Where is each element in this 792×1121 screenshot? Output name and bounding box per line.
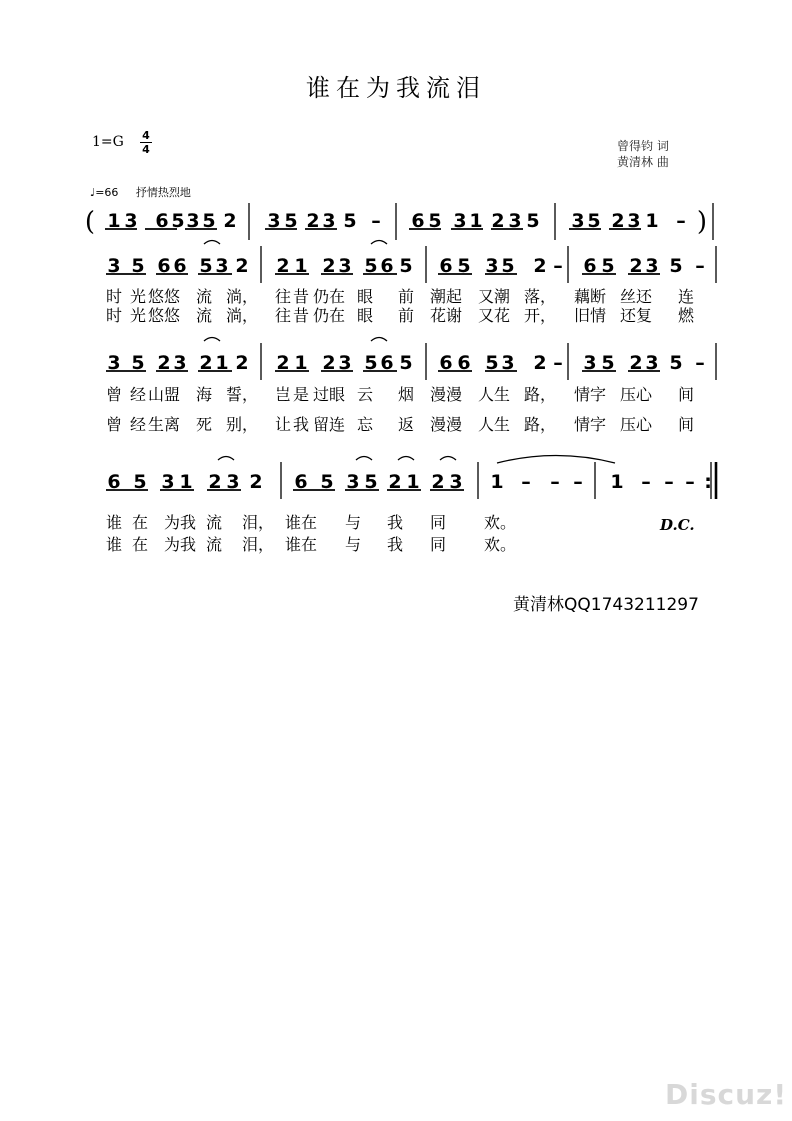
lyric-syllable: 过眼 [312, 385, 346, 404]
lyric-syllable: 间 [677, 385, 695, 404]
note: 3 [346, 471, 360, 493]
note: 3 [571, 210, 585, 232]
note: 1 [469, 210, 483, 232]
note: 5 [133, 471, 147, 493]
note: 3 [161, 471, 175, 493]
lyric-syllable: 又潮 [477, 287, 511, 306]
note: 1 [610, 471, 624, 493]
lyric-syllable: 仍在 [312, 306, 346, 325]
note: 2 [199, 352, 213, 374]
note: 1 [179, 471, 193, 493]
note: 1 [645, 210, 659, 232]
repeat-paren: ) [696, 207, 708, 237]
lyric-syllable: 悠悠 [147, 287, 181, 306]
lyric-syllable: 人生 [477, 385, 511, 404]
note: 2 [249, 471, 263, 493]
note: 3 [645, 255, 659, 277]
note: 6 [583, 255, 597, 277]
note: 5 [669, 352, 683, 374]
lyric-syllable: 连 [677, 287, 695, 306]
note: 2 [276, 255, 290, 277]
lyric-syllable: 别， [225, 415, 259, 434]
note: 3 [508, 210, 522, 232]
lyric-syllable: 时 [105, 287, 123, 306]
note: 2 [491, 210, 505, 232]
lyric-syllable: 我 [292, 415, 310, 434]
note: 6 [294, 471, 308, 493]
lyric-syllable: 昔 [292, 287, 310, 306]
dash-extension: – [521, 471, 531, 493]
note: 1 [215, 352, 229, 374]
time-signature-bottom: 4 [142, 143, 150, 156]
note: 5 [428, 210, 442, 232]
lyric-syllable: 经 [129, 415, 147, 434]
lyric-syllable: 我 [386, 513, 404, 532]
lyric-syllable: 曾 [105, 415, 123, 434]
note: 6 [107, 471, 121, 493]
lyric-syllable: 又花 [477, 306, 511, 325]
note: 2 [322, 352, 336, 374]
lyric-syllable: 忘 [356, 415, 374, 434]
lyric-syllable: 淌， [225, 287, 259, 306]
lyric-syllable: 与 [344, 535, 362, 554]
slur [371, 338, 387, 342]
note: 3 [645, 352, 659, 374]
dash-extension: – [695, 255, 705, 277]
expression-marking: 抒情热烈地 [135, 186, 191, 199]
note: 1 [406, 471, 420, 493]
note: 3 [338, 255, 352, 277]
lyric-syllable: 往 [274, 287, 292, 306]
dash-extension: – [371, 210, 381, 232]
note: 5 [601, 352, 615, 374]
dash-extension: – [685, 471, 695, 493]
note: 6 [157, 255, 171, 277]
dash-extension: – [550, 471, 560, 493]
note: 2 [208, 471, 222, 493]
lyric-syllable: 为我 [163, 513, 197, 532]
note: 5 [343, 210, 357, 232]
lyric-syllable: 淌， [225, 306, 259, 325]
lyric-syllable: 流 [195, 287, 213, 306]
note: 2 [223, 210, 237, 232]
note: 3 [501, 352, 515, 374]
key-signature: 1=G [92, 134, 124, 150]
lyric-syllable: 烟 [397, 385, 415, 404]
lyric-syllable: 光 [129, 306, 147, 325]
lyric-syllable: 情字 [573, 385, 607, 404]
lyric-syllable: 前 [397, 306, 415, 325]
lyric-syllable: 云 [356, 385, 374, 404]
lyric-syllable: 悠悠 [147, 306, 181, 325]
note: 3 [215, 255, 229, 277]
lyric-syllable: 岂 [274, 385, 292, 404]
lyric-syllable: 泪， [241, 535, 275, 554]
lyric-syllable: 路， [523, 415, 557, 434]
note: 2 [306, 210, 320, 232]
note: 3 [485, 255, 499, 277]
dash-extension: – [664, 471, 674, 493]
note: 2 [235, 255, 249, 277]
lyric-syllable: 泪， [241, 513, 275, 532]
author-contact: 黄清林QQ1743211297 [513, 595, 699, 615]
lyric-syllable: 燃 [677, 306, 695, 325]
dash-extension: – [695, 352, 705, 374]
lyric-syllable: 藕断 [573, 287, 607, 306]
note: 6 [457, 352, 471, 374]
lyric-syllable: 眼 [356, 287, 374, 306]
note: 3 [449, 471, 463, 493]
lyric-syllable: 漫漫 [429, 415, 463, 434]
lyric-syllable: 潮起 [429, 287, 463, 306]
slur [218, 457, 234, 461]
note: 6 [439, 255, 453, 277]
note: 2 [235, 352, 249, 374]
lyric-syllable: 间 [677, 415, 695, 434]
note: 5 [399, 255, 413, 277]
note: 3 [226, 471, 240, 493]
note: 5 [457, 255, 471, 277]
lyric-syllable: 欢。 [483, 535, 517, 554]
watermark: Discuz! [665, 1078, 788, 1111]
note: 2 [276, 352, 290, 374]
lyric-syllable: 落， [523, 287, 557, 306]
note: 1 [294, 352, 308, 374]
note: 3 [322, 210, 336, 232]
lyric-syllable: 为我 [163, 535, 197, 554]
lyric-syllable: 眼 [356, 306, 374, 325]
note: 2 [322, 255, 336, 277]
note: 6 [155, 210, 169, 232]
note: 5 [364, 471, 378, 493]
lyric-syllable: 前 [397, 287, 415, 306]
lyric-syllable: 流 [205, 513, 223, 532]
note: 2 [611, 210, 625, 232]
dash-extension: – [641, 471, 651, 493]
note: 2 [431, 471, 445, 493]
lyric-syllable: 在 [131, 535, 149, 554]
slur [398, 457, 414, 461]
lyric-syllable: 光 [129, 287, 147, 306]
lyric-syllable: 谁在 [284, 535, 318, 554]
note: 5 [320, 471, 334, 493]
dash-extension: – [553, 352, 563, 374]
lyric-syllable: 流 [205, 535, 223, 554]
note: 5 [587, 210, 601, 232]
dash-extension: – [573, 471, 583, 493]
lyrics [106, 287, 695, 554]
note: 3 [173, 352, 187, 374]
lyric-syllable: 压心 [619, 385, 653, 404]
note: 5 [131, 352, 145, 374]
lyric-syllable: 谁 [105, 513, 123, 532]
lyric-syllable: 时 [105, 306, 123, 325]
lyric-syllable: 同 [429, 535, 447, 554]
lyric-syllable: 山盟 [147, 385, 181, 404]
lyric-syllable: 曾 [105, 385, 123, 404]
note: 2 [157, 352, 171, 374]
system-chorus [107, 471, 711, 493]
note: 5 [199, 255, 213, 277]
note: 1 [107, 210, 121, 232]
lyric-syllable: 是 [292, 385, 310, 404]
lyric-syllable: 丝还 [619, 287, 653, 306]
lyric-syllable: 谁在 [284, 513, 318, 532]
lyric-syllable: 在 [131, 513, 149, 532]
score-title: 谁在为我流泪 [306, 74, 486, 102]
note: 5 [399, 352, 413, 374]
slur [371, 241, 387, 245]
lyric-syllable: 漫漫 [429, 385, 463, 404]
lyric-syllable: 情字 [573, 415, 607, 434]
note: 5 [202, 210, 216, 232]
note: 2 [388, 471, 402, 493]
tie [497, 456, 615, 464]
note: 2 [629, 255, 643, 277]
note: 5 [364, 352, 378, 374]
lyric-syllable: 流 [195, 306, 213, 325]
dash-extension: – [676, 210, 686, 232]
note: 5 [601, 255, 615, 277]
lyric-syllable: 誓， [225, 385, 259, 404]
lyric-syllable: 仍在 [312, 287, 346, 306]
slur [204, 241, 220, 245]
repeat-paren: ( [84, 207, 96, 237]
lyric-syllable: 我 [386, 535, 404, 554]
slur [204, 338, 220, 342]
note: 2 [629, 352, 643, 374]
note: 3 [627, 210, 641, 232]
lyric-syllable: 人生 [477, 415, 511, 434]
note: 3 [124, 210, 138, 232]
note: 5 [501, 255, 515, 277]
note: 6 [439, 352, 453, 374]
note: 5 [364, 255, 378, 277]
lyric-syllable: 还复 [619, 306, 653, 325]
note: 3 [267, 210, 281, 232]
note: 5 [485, 352, 499, 374]
lyric-syllable: 让 [274, 415, 292, 434]
lyric-syllable: 经 [129, 385, 147, 404]
lyric-syllable: 海 [195, 385, 213, 404]
lyric-syllable: 昔 [292, 306, 310, 325]
lyric-syllable: 开， [523, 306, 557, 325]
note: 1 [294, 255, 308, 277]
note: 3 [186, 210, 200, 232]
lyric-syllable: 谁 [105, 535, 123, 554]
note: 6 [380, 352, 394, 374]
note: 3 [583, 352, 597, 374]
note: 5 [526, 210, 540, 232]
lyric-syllable: 死 [195, 415, 213, 434]
note: 3 [107, 352, 121, 374]
lyric-syllable: 欢。 [483, 513, 517, 532]
note: 6 [380, 255, 394, 277]
note: 3 [338, 352, 352, 374]
note: 3 [107, 255, 121, 277]
note: 5 [131, 255, 145, 277]
lyric-syllable: 路， [523, 385, 557, 404]
note: 1 [490, 471, 504, 493]
note: 2 [533, 255, 547, 277]
lyric-syllable: 与 [344, 513, 362, 532]
lyric-syllable: 留连 [312, 415, 346, 434]
lyric-syllable: 压心 [619, 415, 653, 434]
note: 6 [411, 210, 425, 232]
lyric-syllable: 往 [274, 306, 292, 325]
lyricist-credit: 曾得钧 词 [617, 139, 669, 153]
note: 5 [171, 210, 185, 232]
lyric-syllable: 旧情 [573, 306, 607, 325]
slur [440, 457, 456, 461]
note: 2 [533, 352, 547, 374]
tempo-value: ♩=66 [90, 186, 119, 199]
lyric-syllable: 返 [397, 415, 415, 434]
dash-extension: – [553, 255, 563, 277]
composer-credit: 黄清林 曲 [617, 155, 669, 169]
lyric-syllable: 同 [429, 513, 447, 532]
time-signature-top: 4 [142, 129, 150, 142]
note: 5 [669, 255, 683, 277]
dc-marking: D.C. [660, 516, 695, 534]
note: 3 [453, 210, 467, 232]
note: 5 [284, 210, 298, 232]
lyric-syllable: 花谢 [429, 306, 463, 325]
lyric-syllable: 生离 [147, 415, 181, 434]
slur [356, 457, 372, 461]
repeat-dots: : [704, 471, 712, 493]
note: 6 [173, 255, 187, 277]
